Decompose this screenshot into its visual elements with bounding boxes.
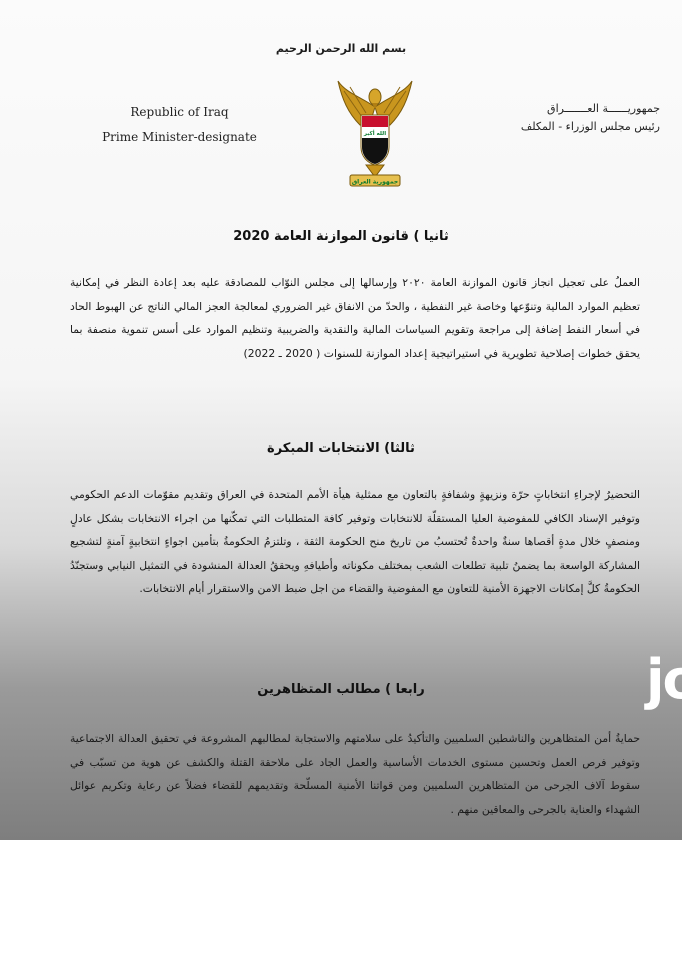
basmala: بسم الله الرحمن الرحيم bbox=[275, 42, 407, 55]
iraq-eagle-emblem bbox=[336, 77, 414, 189]
emblem-ribbon-text: جمهورية العراق bbox=[351, 178, 399, 186]
section-title-elections: ثالثا) الانتخابات المبكرة bbox=[267, 441, 415, 456]
office-name-en: Prime Minister-designate bbox=[102, 130, 257, 144]
blank-margin bbox=[0, 840, 682, 960]
office-name-ar: رئيس مجلس الوزراء - المكلف bbox=[520, 120, 660, 133]
emblem-takbir: الله أكبر bbox=[363, 131, 387, 137]
arabic-letterhead bbox=[490, 100, 660, 136]
country-name-en: Republic of Iraq bbox=[130, 105, 229, 119]
section-title-protesters: رابعا ) مطالب المتظاهرين bbox=[257, 682, 425, 697]
watermark-logo: jo bbox=[646, 648, 698, 711]
section-body-elections: التحضيرُ لإجراءِ انتخاباتٍ حرّة ونزيهةٍ وشفافةٍ بالتعاون مع ممثلية هيأة الأمم المتحدة في العراق وتقديم مقوّمات الدعم الحكومي وتوفير الإسناد الكافي للمفوضية العليا المستقلّة للانتخابات وتوفير كافة المتطلبات التي تمكّنها من اجراء الانتخابات بشكل عادلٍ ومنصفٍ خلال مدةٍ أقصاها سنةٌ واحدةٌ تُحتسبُ من تاريخ منح الحكومة الثقة ، وتلتزمُ الحكومةُ بتأمين اجواءٍ انتخابيةٍ آمنةٍ لتشجيع المشاركة الواسعة بما يضمنُ تلبية تطلعات الشعب بمختلف مكوناته وأطيافهِ ويحققُ العدالة المنشودة في التمثيل النيابي وستجنّدُ الحكومةُ كلَّ إمكانات الاجهزة الأمنية للتعاون مع المفوضية والقضاء من اجل ضبط الامن والاستقرار أيام الانتخابات. bbox=[70, 488, 640, 595]
section-title-budget: ثانيا ) قانون الموازنة العامة 2020 bbox=[233, 229, 449, 244]
section-body-protesters: حمايةُ أمن المتظاهرين والناشطين السلميين والتأكيدُ على سلامتهم والاستجابة لمطالبهم المشروعة في تحقيق العدالة الاجتماعية وتوفير فرص العمل وتحسين مستوى الخدمات الأساسية والعمل الجاد على ملاحقة القتلة والكشف عن هوية من تسبّب في سقوط آلاف الجرحى من المتظاهرين السلميين ومن قواتنا الأمنية المسلّحة وتقديمهم للقضاء فضلاً عن رعاية وتكريم عوائل الشهداء والعناية بالجرحى والمعاقين منهم . bbox=[70, 732, 640, 816]
english-letterhead bbox=[92, 100, 267, 150]
section-body-budget: العملُ على تعجيل انجاز قانون الموازنة العامة ٢٠٢٠ وإرسالها إلى مجلس النوّاب للمصادقة عليه بعد إعادة النظر في إمكانية تعظيم الموارد المالية وتنوّعها وخاصة غير النفطية ، والحدّ من الانفاق غير الضروري لمعالجة العجز المالي الناتج عن الهبوط الحاد في أسعار النفط إضافة إلى مراجعة وتقويم السياسات المالية والنقدية والضريبية وتنظيم الموارد على أسس تنموية منصفة بما يحقق خطوات إصلاحية تطويرية في استيراتيجية إعداد الموازنة للسنوات ( 2020 ـ 2022) bbox=[70, 276, 640, 360]
country-name-ar: جمهوريــــــة العـــــــراق bbox=[547, 102, 660, 115]
